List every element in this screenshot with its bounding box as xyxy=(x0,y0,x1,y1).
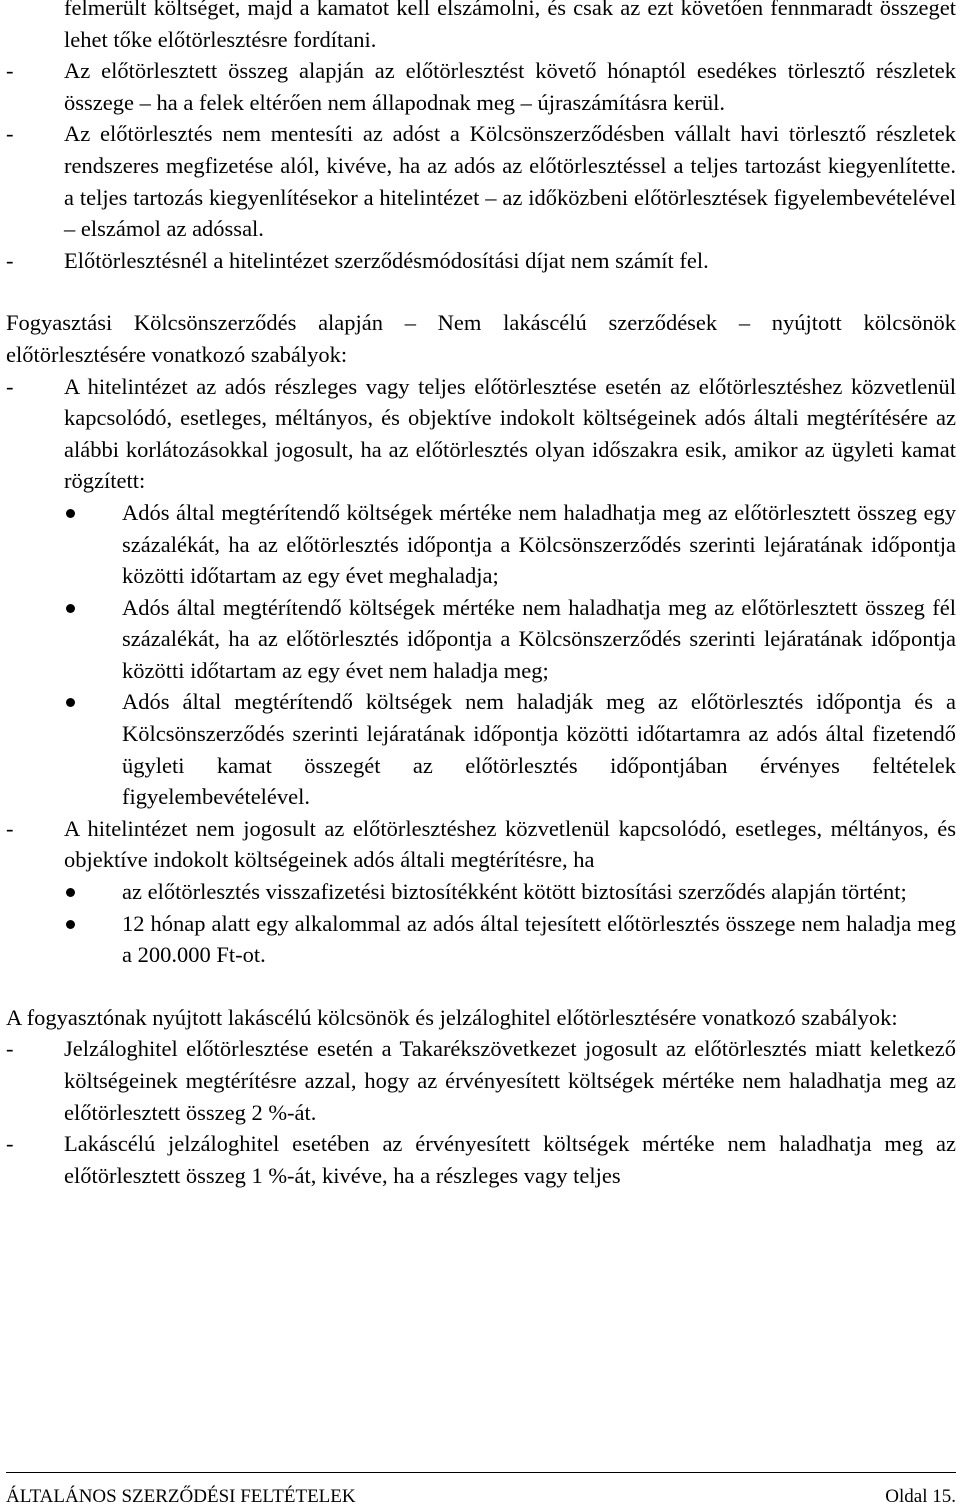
bullet-icon xyxy=(66,686,76,718)
bullet-item xyxy=(6,592,956,687)
bullet-item-text: 12 hónap alatt egy alkalommal az adós által tejesített előtörlesztés összege nem haladja meg a 200.000 Ft-ot. xyxy=(122,910,956,968)
bullet-item-text: Adós által megtérítendő költségek nem haladják meg az előtörlesztés időpontja és a Kölcsönszerződés szerinti lejáratának időpontja közötti időtartamra az adós által fizetendő ügyleti kamat összegét az előtörlesztés időpontjában érvényes feltételek figyelembevételével. xyxy=(122,689,956,810)
bullet-item-text: az előtörlesztés visszafizetési biztosítékként kötött biztosítási szerződés alapján történt; xyxy=(122,879,907,905)
list-item xyxy=(6,245,956,277)
footer-title: ÁLTALÁNOS SZERZŐDÉSI FELTÉTELEK xyxy=(6,1486,356,1507)
continued-text: felmerült költséget, majd a kamatot kell elszámolni, és csak az ezt követően fennmaradt összeget lehet tőke előtörlesztésre fordítani. xyxy=(64,0,956,52)
list-item xyxy=(6,118,956,244)
bullet-item-text: Adós által megtérítendő költségek mértéke nem haladhatja meg az előtörlesztett összeg egy százalékát, ha az előtörlesztés időpontja a Kölcsönszerződés szerinti lejáratának időpontja közötti időtartam az egy évet meghaladja; xyxy=(122,499,956,589)
list-item xyxy=(6,371,956,497)
page-number: Oldal 15. xyxy=(885,1486,956,1507)
section-heading: Fogyasztási Kölcsönszerződés alapján – Nem lakáscélú szerződések – nyújtott kölcsönök előtörlesztésére vonatkozó szabályok: xyxy=(6,310,956,367)
bullet-item xyxy=(6,908,956,971)
bullet-icon xyxy=(66,876,76,908)
bullet-icon xyxy=(66,908,76,940)
list-item-text: A hitelintézet az adós részleges vagy teljes előtörlesztése esetén az előtörlesztéshez közvetlenül kapcsolódó, esetleges, méltányos, és objektíve indokolt költségeinek adós általi megtérítésére az alábbi korlátozásokkal jogosult, ha az előtörlesztés olyan időszakra esik, amikor az ügyleti kamat rögzített: xyxy=(64,373,956,494)
bullet-item xyxy=(6,876,956,908)
bullet-item-text: Adós által megtérítendő költségek mértéke nem haladhatja meg az előtörlesztett összeg fél százalékát, ha az előtörlesztés időpontja a Kölcsönszerződés szerinti lejáratának időpontja közötti időtartam az egy évet nem haladja meg; xyxy=(122,594,956,683)
section-heading: A fogyasztónak nyújtott lakáscélú kölcsönök és jelzáloghitel előtörlesztésére vonatkozó szabályok: xyxy=(6,1004,898,1030)
dash-marker: - xyxy=(6,815,14,841)
dash-marker: - xyxy=(6,121,14,147)
dash-marker: - xyxy=(6,58,14,84)
list-item-text: Az előtörlesztett összeg alapján az előtörlesztést követő hónaptól esedékes törlesztő részletek összege – ha a felek eltérően nem állapodnak meg – újraszámításra kerül. xyxy=(64,58,956,115)
list-item xyxy=(6,813,956,876)
list-item xyxy=(6,55,956,118)
page-footer xyxy=(6,1484,956,1510)
dash-marker: - xyxy=(6,373,14,399)
dash-marker: - xyxy=(6,1131,14,1157)
list-item-text: Az előtörlesztés nem mentesíti az adóst a Kölcsönszerződésben vállalt havi törlesztő részletek rendszeres megfizetése alól, kivéve, ha az adós az előtörlesztéssel a teljes tartozást kiegyenlítette. a teljes tartozás kiegyenlítésekor a hitelintézet – az időközbeni előtörlesztések figyelembevételével – elszámol az adóssal. xyxy=(64,121,956,242)
footer-divider xyxy=(6,1472,956,1473)
list-item-text: Jelzáloghitel előtörlesztése esetén a Takarékszövetkezet jogosult az előtörlesztés miatt keletkező költségeinek megtérítésre azzal, hogy az érvényesített költségek mértéke nem haladhatja meg az előtörlesztett összeg 2 %-át. xyxy=(64,1036,956,1125)
paragraph-spacer xyxy=(6,971,956,1002)
continued-paragraph xyxy=(6,0,956,55)
bullet-icon xyxy=(66,592,76,624)
bullet-item xyxy=(6,497,956,592)
list-item-text: A hitelintézet nem jogosult az előtörlesztéshez közvetlenül kapcsolódó, esetleges, méltányos, és objektíve indokolt költségeinek adós általi megtérítésre, ha xyxy=(64,815,956,873)
bullet-item xyxy=(6,686,956,812)
document-body xyxy=(6,0,956,1191)
list-item-text: Előtörlesztésnél a hitelintézet szerződésmódosítási díjat nem számít fel. xyxy=(64,247,709,273)
paragraph-spacer xyxy=(6,276,956,307)
dash-marker: - xyxy=(6,247,14,273)
bullet-icon xyxy=(66,497,76,529)
list-item xyxy=(6,1128,956,1191)
list-item xyxy=(6,1033,956,1128)
list-item-text: Lakáscélú jelzáloghitel esetében az érvényesített költségek mértéke nem haladhatja meg az előtörlesztett összeg 1 %-át, kivéve, ha a részleges vagy teljes xyxy=(64,1131,956,1188)
dash-marker: - xyxy=(6,1036,14,1062)
